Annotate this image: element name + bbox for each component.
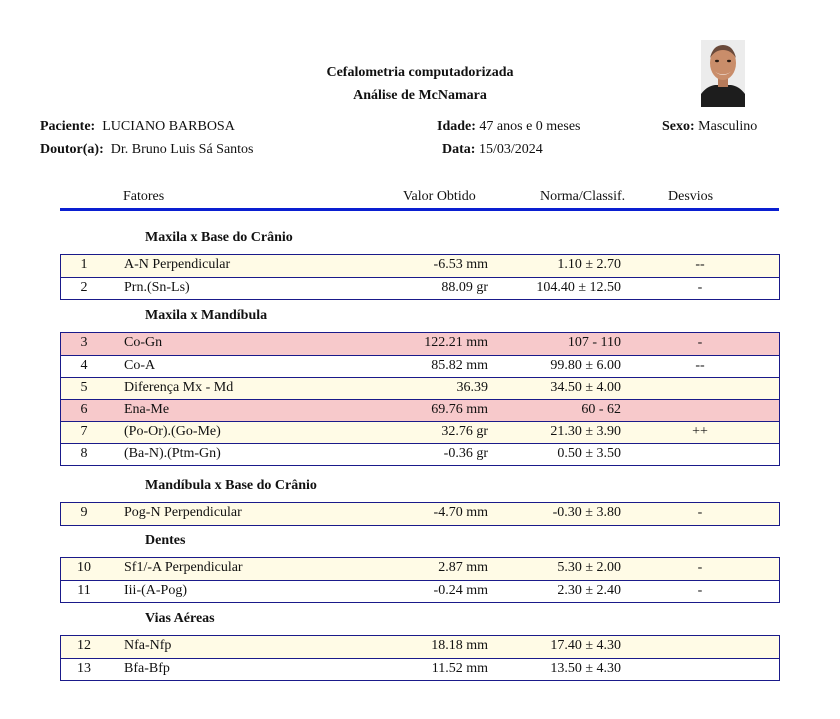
row-number: 11 xyxy=(77,583,91,598)
section-title: Vias Aéreas xyxy=(145,611,215,626)
table-row xyxy=(61,255,779,277)
section-table xyxy=(60,635,780,681)
row-norm: 104.40 ± 12.50 xyxy=(536,280,621,295)
row-norm: 5.30 ± 2.00 xyxy=(557,560,621,575)
row-number: 4 xyxy=(80,358,88,373)
age-value: 47 anos e 0 meses xyxy=(479,119,581,134)
row-norm: 34.50 ± 4.00 xyxy=(550,380,621,395)
doctor-line xyxy=(40,142,254,158)
patient-name: LUCIANO BARBOSA xyxy=(102,119,235,134)
row-deviation: - xyxy=(697,583,703,598)
row-norm: 99.80 ± 6.00 xyxy=(550,358,621,373)
table-row xyxy=(61,399,779,421)
sex-line xyxy=(662,119,757,135)
row-value: -0.36 gr xyxy=(443,446,488,461)
row-number: 9 xyxy=(80,505,88,520)
row-number: 3 xyxy=(80,335,88,350)
row-factor: Prn.(Sn-Ls) xyxy=(124,280,190,295)
row-norm: 60 - 62 xyxy=(581,402,621,417)
section-title: Dentes xyxy=(145,533,186,548)
table-row xyxy=(61,277,779,299)
row-deviation: -- xyxy=(695,257,705,272)
report-title: Cefalometria computadorizada xyxy=(326,65,514,80)
age-label: Idade: xyxy=(437,119,476,134)
age-line xyxy=(437,119,581,135)
row-deviation: - xyxy=(697,560,703,575)
row-number: 2 xyxy=(80,280,88,295)
row-norm: 0.50 ± 3.50 xyxy=(557,446,621,461)
table-row xyxy=(61,636,779,658)
row-factor: Nfa-Nfp xyxy=(124,638,172,653)
section-table xyxy=(60,557,780,603)
row-number: 1 xyxy=(80,257,88,272)
row-factor: (Po-Or).(Go-Me) xyxy=(124,424,221,439)
table-row xyxy=(61,558,779,580)
table-row xyxy=(61,421,779,443)
row-factor: Bfa-Bfp xyxy=(124,661,170,676)
header-divider xyxy=(60,208,779,211)
table-row xyxy=(61,503,779,525)
row-number: 7 xyxy=(80,424,88,439)
column-value: Valor Obtido xyxy=(403,189,476,204)
table-row xyxy=(61,333,779,355)
row-deviation: -- xyxy=(695,358,705,373)
column-norm: Norma/Classif. xyxy=(540,189,626,204)
row-number: 10 xyxy=(77,560,91,575)
doctor-label: Doutor(a): xyxy=(40,142,104,157)
row-value: -6.53 mm xyxy=(433,257,488,272)
row-number: 13 xyxy=(77,661,91,676)
row-factor: Co-A xyxy=(124,358,156,373)
row-deviation: - xyxy=(697,335,703,350)
section-title: Mandíbula x Base do Crânio xyxy=(145,478,317,493)
table-row xyxy=(61,377,779,399)
row-deviation: - xyxy=(697,505,703,520)
section-table xyxy=(60,254,780,300)
row-value: 122.21 mm xyxy=(424,335,488,350)
row-factor: Co-Gn xyxy=(124,335,163,350)
row-value: 32.76 gr xyxy=(441,424,488,439)
date-line xyxy=(442,142,543,158)
row-value: 85.82 mm xyxy=(431,358,488,373)
table-row xyxy=(61,355,779,377)
row-value: 69.76 mm xyxy=(431,402,488,417)
table-row xyxy=(61,580,779,602)
row-deviation: ++ xyxy=(692,424,708,439)
sex-label: Sexo: xyxy=(662,119,695,134)
row-number: 12 xyxy=(77,638,91,653)
row-norm: -0.30 ± 3.80 xyxy=(552,505,621,520)
report-subtitle: Análise de McNamara xyxy=(353,88,487,103)
patient-photo xyxy=(701,40,745,107)
row-factor: A-N Perpendicular xyxy=(124,257,231,272)
row-number: 8 xyxy=(80,446,88,461)
row-factor: Ena-Me xyxy=(124,402,170,417)
patient-name-line xyxy=(40,119,235,135)
row-norm: 1.10 ± 2.70 xyxy=(557,257,621,272)
row-number: 5 xyxy=(80,380,88,395)
table-row xyxy=(61,658,779,680)
row-norm: 21.30 ± 3.90 xyxy=(550,424,621,439)
row-factor: Sf1/-A Perpendicular xyxy=(124,560,243,575)
section-title: Maxila x Mandíbula xyxy=(145,308,268,323)
column-factors: Fatores xyxy=(123,189,165,204)
row-value: 2.87 mm xyxy=(438,560,488,575)
row-value: -4.70 mm xyxy=(433,505,488,520)
section-title: Maxila x Base do Crânio xyxy=(145,230,293,245)
row-value: 11.52 mm xyxy=(431,661,488,676)
patient-label: Paciente: xyxy=(40,119,96,134)
row-number: 6 xyxy=(80,402,88,417)
row-norm: 107 - 110 xyxy=(567,335,621,350)
row-value: 18.18 mm xyxy=(431,638,488,653)
sex-value: Masculino xyxy=(698,119,758,134)
row-value: 36.39 xyxy=(456,380,488,395)
row-factor: Diferença Mx - Md xyxy=(124,380,234,395)
column-deviation: Desvios xyxy=(668,189,714,204)
date-value: 15/03/2024 xyxy=(478,142,543,157)
row-factor: Pog-N Perpendicular xyxy=(124,505,242,520)
row-deviation: - xyxy=(697,280,703,295)
row-norm: 2.30 ± 2.40 xyxy=(557,583,621,598)
row-factor: (Ba-N).(Ptm-Gn) xyxy=(124,446,221,461)
table-row xyxy=(61,443,779,465)
section-table xyxy=(60,332,780,466)
row-norm: 17.40 ± 4.30 xyxy=(550,638,621,653)
date-label: Data: xyxy=(442,142,476,157)
row-factor: Iii-(A-Pog) xyxy=(124,583,187,598)
doctor-name: Dr. Bruno Luis Sá Santos xyxy=(110,142,254,157)
row-norm: 13.50 ± 4.30 xyxy=(550,661,621,676)
section-table xyxy=(60,502,780,526)
row-value: 88.09 gr xyxy=(441,280,488,295)
row-value: -0.24 mm xyxy=(433,583,488,598)
